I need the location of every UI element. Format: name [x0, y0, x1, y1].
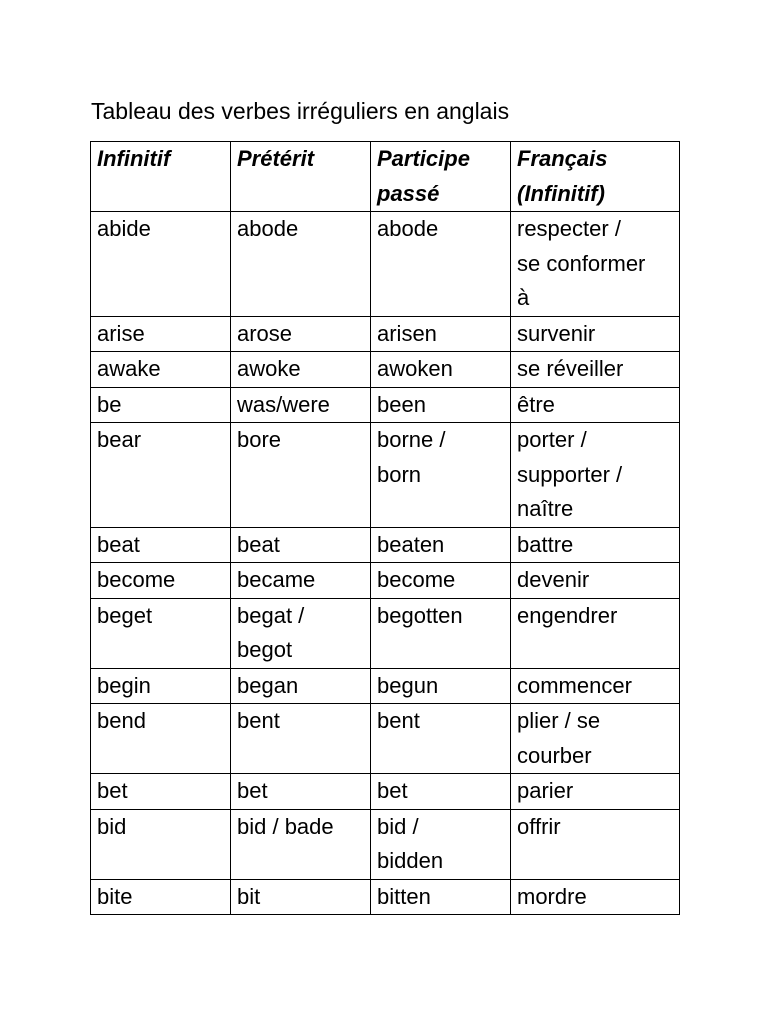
cell-french — [511, 809, 680, 879]
cell-line: begun — [377, 672, 439, 698]
cell-line: bid — [97, 813, 127, 839]
cell-french — [511, 316, 680, 352]
cell-line: se conformer — [517, 250, 646, 276]
table-row — [91, 387, 680, 423]
cell-line: borne / — [377, 427, 446, 452]
cell-infinitive — [91, 352, 231, 388]
header-infinitive — [91, 142, 231, 212]
cell-line: bet — [377, 778, 408, 803]
cell-preterite — [231, 879, 371, 915]
cell-line: bit — [237, 883, 261, 909]
cell-line: à — [517, 285, 530, 310]
cell-line: awoke — [237, 356, 301, 381]
cell-line: offrir — [517, 813, 561, 839]
cell-line: bid / bade — [237, 813, 334, 839]
cell-french — [511, 423, 680, 528]
cell-past-participle — [371, 563, 511, 599]
cell-french — [511, 668, 680, 704]
cell-line: arose — [237, 320, 293, 346]
cell-french — [511, 387, 680, 423]
cell-line: begotten — [377, 602, 463, 628]
header-line: Français — [517, 146, 608, 171]
cell-preterite — [231, 704, 371, 774]
cell-line: porter / — [517, 427, 587, 452]
cell-past-participle — [371, 352, 511, 388]
cell-french — [511, 879, 680, 915]
cell-line: mordre — [517, 883, 587, 909]
cell-preterite — [231, 316, 371, 352]
cell-line: began — [237, 672, 299, 698]
table-row — [91, 879, 680, 915]
cell-line: bidden — [377, 848, 444, 873]
cell-line: engendrer — [517, 602, 618, 628]
cell-french — [511, 704, 680, 774]
cell-past-participle — [371, 879, 511, 915]
table-row — [91, 527, 680, 563]
cell-preterite — [231, 563, 371, 599]
cell-infinitive — [91, 387, 231, 423]
cell-past-participle — [371, 668, 511, 704]
cell-line: bite — [97, 883, 133, 909]
cell-french — [511, 212, 680, 317]
cell-line: bet — [237, 778, 268, 803]
cell-infinitive — [91, 704, 231, 774]
table-row — [91, 704, 680, 774]
cell-line: naître — [517, 496, 574, 521]
cell-french — [511, 527, 680, 563]
cell-preterite — [231, 527, 371, 563]
cell-infinitive — [91, 879, 231, 915]
table-row — [91, 212, 680, 317]
cell-line: be — [97, 391, 122, 417]
irregular-verbs-table — [90, 141, 680, 915]
cell-line: born — [377, 461, 422, 487]
table-header-row — [91, 142, 680, 212]
table-row — [91, 352, 680, 388]
cell-line: bitten — [377, 883, 431, 909]
cell-line: beat — [237, 531, 280, 557]
cell-french — [511, 774, 680, 810]
cell-infinitive — [91, 423, 231, 528]
cell-line: abode — [237, 216, 299, 241]
header-past-participle — [371, 142, 511, 212]
cell-line: begat / — [237, 602, 305, 628]
cell-line: bet — [97, 778, 128, 803]
cell-line: se réveiller — [517, 356, 624, 381]
cell-line: commencer — [517, 672, 632, 698]
cell-line: become — [377, 567, 456, 592]
cell-line: been — [377, 391, 426, 417]
cell-line: beaten — [377, 531, 445, 557]
header-line: passé — [377, 180, 440, 206]
cell-line: abode — [377, 216, 439, 241]
cell-line: became — [237, 567, 316, 592]
cell-preterite — [231, 809, 371, 879]
cell-past-participle — [371, 212, 511, 317]
cell-line: arisen — [377, 320, 437, 346]
cell-line: survenir — [517, 320, 596, 346]
table-row — [91, 598, 680, 668]
cell-past-participle — [371, 598, 511, 668]
cell-line: être — [517, 391, 555, 417]
cell-line: bend — [97, 708, 146, 733]
table-row — [91, 809, 680, 879]
cell-french — [511, 598, 680, 668]
cell-line: parier — [517, 778, 574, 803]
cell-past-participle — [371, 387, 511, 423]
cell-line: abide — [97, 216, 151, 241]
cell-preterite — [231, 423, 371, 528]
cell-infinitive — [91, 527, 231, 563]
cell-line: respecter / — [517, 216, 621, 241]
cell-line: beget — [97, 602, 153, 628]
cell-infinitive — [91, 774, 231, 810]
header-line: (Infinitif) — [517, 180, 605, 206]
cell-line: begot — [237, 637, 293, 662]
table-row — [91, 774, 680, 810]
cell-preterite — [231, 352, 371, 388]
cell-line: plier / se — [517, 708, 601, 733]
table-row — [91, 423, 680, 528]
header-french-infinitive — [511, 142, 680, 212]
document-title: Tableau des verbes irréguliers en anglais — [91, 98, 510, 124]
header-line: Prétérit — [237, 146, 315, 171]
cell-french — [511, 563, 680, 599]
header-preterite — [231, 142, 371, 212]
cell-infinitive — [91, 316, 231, 352]
cell-preterite — [231, 668, 371, 704]
cell-preterite — [231, 212, 371, 317]
cell-preterite — [231, 598, 371, 668]
cell-line: courber — [517, 742, 592, 768]
cell-past-participle — [371, 704, 511, 774]
cell-line: bore — [237, 427, 282, 452]
cell-preterite — [231, 387, 371, 423]
cell-line: awake — [97, 356, 161, 381]
cell-line: begin — [97, 672, 151, 698]
header-line: Infinitif — [97, 146, 171, 171]
table-row — [91, 668, 680, 704]
cell-past-participle — [371, 423, 511, 528]
cell-infinitive — [91, 809, 231, 879]
cell-line: battre — [517, 531, 574, 557]
table-row — [91, 563, 680, 599]
cell-french — [511, 352, 680, 388]
cell-line: supporter / — [517, 461, 623, 487]
cell-preterite — [231, 774, 371, 810]
cell-line: bent — [237, 708, 280, 733]
cell-infinitive — [91, 668, 231, 704]
cell-line: beat — [97, 531, 140, 557]
cell-infinitive — [91, 212, 231, 317]
table-row — [91, 316, 680, 352]
cell-line: arise — [97, 320, 145, 346]
cell-past-participle — [371, 527, 511, 563]
cell-line: awoken — [377, 356, 453, 381]
cell-line: become — [97, 567, 176, 592]
cell-past-participle — [371, 774, 511, 810]
cell-past-participle — [371, 316, 511, 352]
cell-line: bear — [97, 427, 142, 452]
header-line: Participe — [377, 146, 470, 171]
cell-line: was/were — [237, 391, 330, 417]
table-body — [91, 212, 680, 915]
cell-infinitive — [91, 563, 231, 599]
cell-infinitive — [91, 598, 231, 668]
cell-line: bid / — [377, 813, 419, 839]
cell-past-participle — [371, 809, 511, 879]
cell-line: bent — [377, 708, 420, 733]
cell-line: devenir — [517, 567, 590, 592]
